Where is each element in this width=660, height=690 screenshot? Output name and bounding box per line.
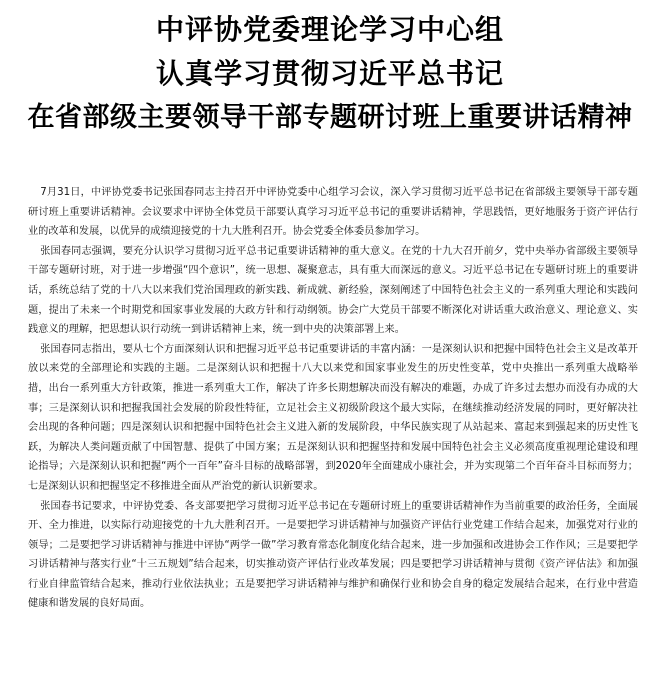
paragraph-seven-aspects: 张国春同志指出，要从七个方面深刻认识和把握习近平总书记重要讲话的丰富内涵：一是深刻认识和把握中国特色社会主义是改革开放以来党的全部理论和实践的主题。二是深刻认识和把握十八大以来党和国家事业发生的历史性变革，党中央推出一系列重大战略举措，出台一系列重大方针政策，推进一系列重大工作，解决了许多长期想解决而没有解决的难题，办成了许多过去想办而没有办成的大事；三是深刻认识和把握我国社会发展的阶段性特征，立足社会主义初级阶段这个最大实际，在继续推动经济发展的同时，更好解决社会出现的各种问题；四是深刻认识和把握中国特色社会主义进入新的发展阶段，中华民族实现了从站起来、富起来到强起来的历史性飞跃，为解决人类问题贡献了中国智慧、提供了中国方案；五是深刻认识和把握坚持和发展中国特色社会主义必须高度重视理论建设和理论指导；六是深刻认识和把握“两个一百年”奋斗目标的战略部署，到2020年全面建成小康社会，并为实现第二个百年奋斗目标而努力；七是深刻认识和把握坚定不移推进全面从严治党的新认识新要求。 — [28, 343, 638, 492]
paragraph-significance: 张国春同志强调，要充分认识学习贯彻习近平总书记重要讲话精神的重大意义。在党的十九大召开前夕，党中央举办省部级主要领导干部专题研讨班，对于进一步增强“四个意识”，统一思想、凝聚意志，具有重大而深远的意义。习近平总书记在专题研讨班上的重要讲话，系统总结了党的十八大以来我们党治国理政的新实践、新成就、新经验，深刻阐述了中国特色社会主义的一系列重大理论和实践问题，提出了未来一个时期党和国家事业发展的大政方针和行动纲领。协会广大党员干部要不断深化对讲话重大政治意义、理论意义、实践意义的理解，把思想认识行动统一到讲话精神上来，统一到中央的决策部署上来。 — [28, 245, 638, 336]
document-title-line-1: 中评协党委理论学习中心组 — [155, 13, 504, 46]
paragraph-requirements: 张国春书记要求，中评协党委、各支部要把学习贯彻习近平总书记在专题研讨班上的重要讲话精神作为当前重要的政治任务，全面展开、全力推进，以实际行动迎接党的十九大胜利召开。一是要把学习讲话精神与加强资产评估行业党建工作结合起来，加强党对行业的领导；二是要把学习讲话精神与推进中评协“两学一做”学习教育常态化制度化结合起来，进一步加强和改进协会工作作风；三是要把学习讲话精神与落实行业“十三五规划”结合起来，切实推动资产评估行业改革发展；四是要把学习讲话精神与贯彻《资产评估法》和加强行业自律监管结合起来，推动行业依法执业；五是要把学习讲话精神与维护和确保行业和协会自身的稳定发展结合起来，在行业中营造健康和谐发展的良好局面。 — [28, 500, 638, 610]
document-title-line-2: 认真学习贯彻习近平总书记 — [155, 57, 504, 90]
document-title-line-3: 在省部级主要领导干部专题研讨班上重要讲话精神 — [27, 102, 633, 133]
article-body — [28, 183, 638, 614]
paragraph-intro: 7月31日，中评协党委书记张国春同志主持召开中评协党委中心组学习会议，深入学习贯彻习近平总书记在省部级主要领导干部专题研讨班上重要讲话精神。会议要求中评协全体党员干部要认真学习习近平总书记的重要讲话精神，学思践悟，更好地服务于资产评估行业的改革和发展，以优异的成绩迎接党的十九大胜利召开。协会党委全体委员参加学习。 — [28, 187, 638, 238]
